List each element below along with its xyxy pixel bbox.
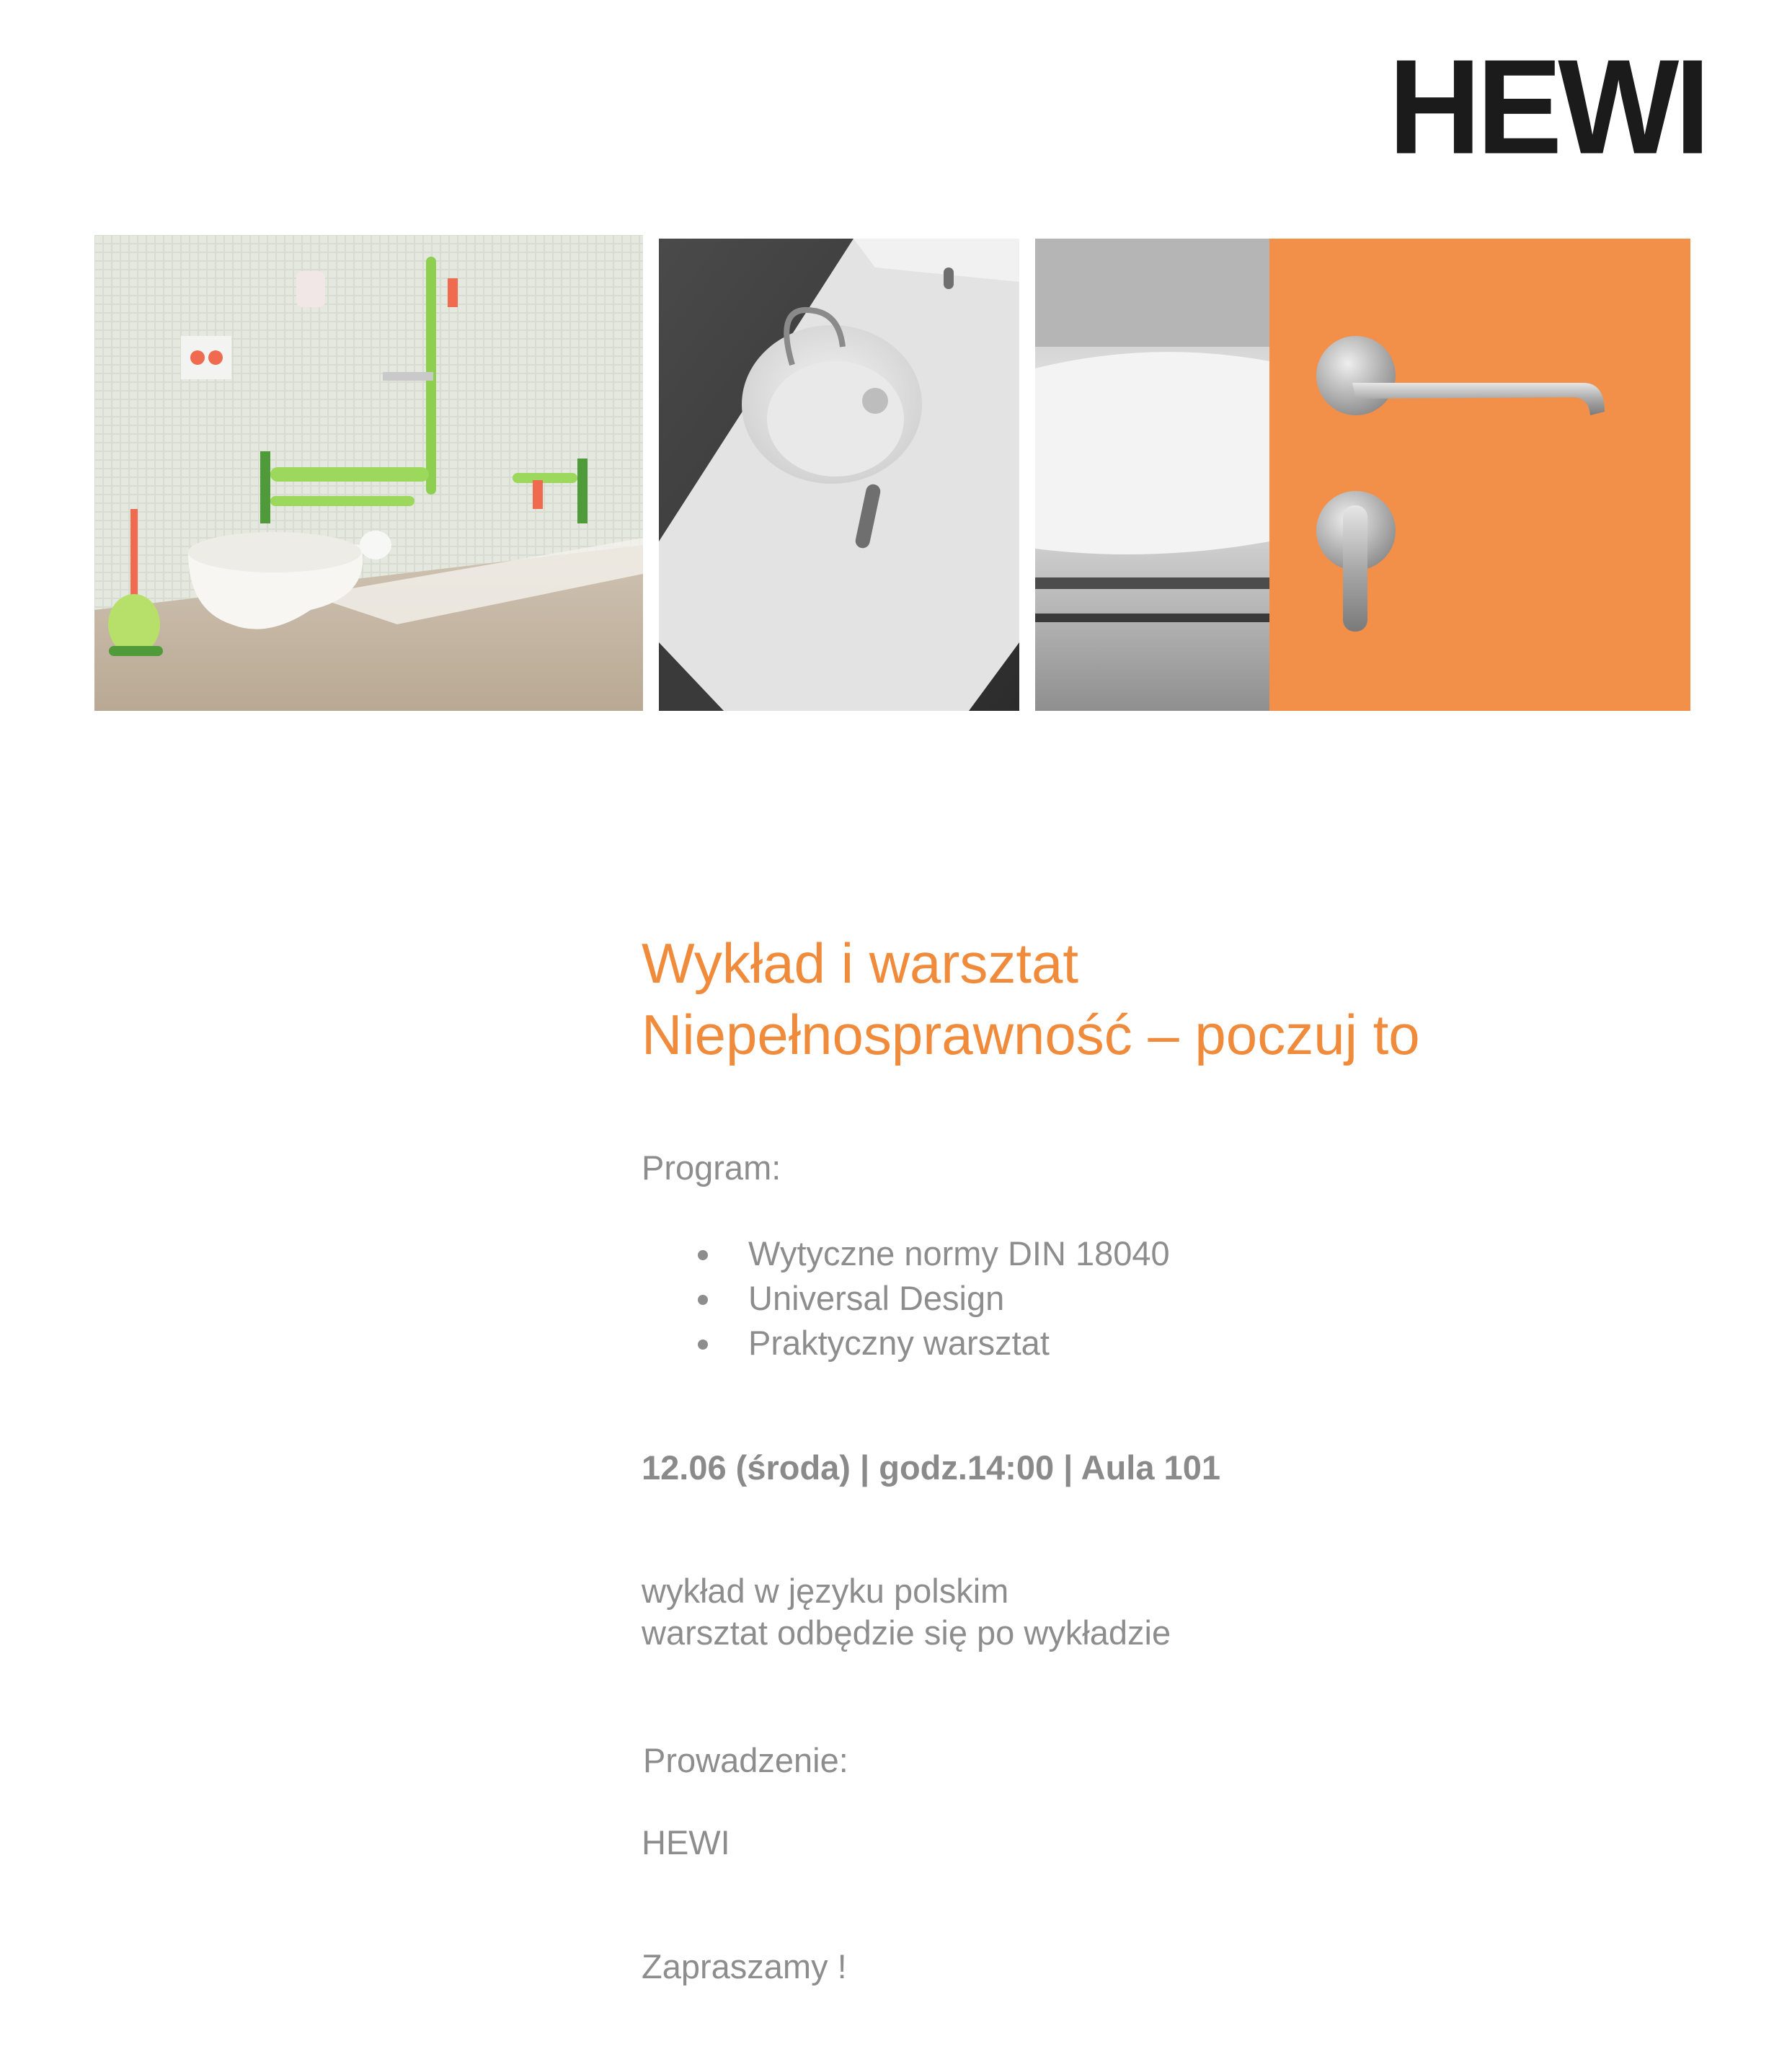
event-title-line-1: Wykład i warsztat	[642, 931, 1079, 995]
language-note: wykład w języku polskim	[642, 1572, 1009, 1610]
program-item-text: Universal Design	[748, 1279, 1005, 1317]
program-label: Program:	[642, 1148, 781, 1187]
program-item-text: Wytyczne normy DIN 18040	[748, 1234, 1170, 1272]
event-notes	[642, 1570, 1171, 1654]
bullet-icon	[698, 1340, 708, 1350]
program-item	[692, 1276, 1170, 1321]
door-handle-photo	[1035, 239, 1690, 711]
washbasin-photo	[659, 239, 1019, 711]
host-name: HEWI	[642, 1823, 730, 1861]
program-item-text: Praktyczny warsztat	[748, 1324, 1050, 1362]
bullet-icon	[698, 1250, 708, 1260]
bathroom-photo	[94, 235, 643, 711]
program-item	[692, 1231, 1170, 1276]
event-date-time-location: 12.06 (środa) | godz.14:00 | Aula 101	[642, 1448, 1220, 1487]
program-list	[692, 1231, 1170, 1365]
hewi-logo: HEWI	[1388, 31, 1706, 182]
program-item	[692, 1321, 1170, 1365]
host-label: Prowadzenie:	[643, 1741, 848, 1779]
bullet-icon	[698, 1295, 708, 1305]
invitation-text: Zapraszamy !	[642, 1947, 847, 1985]
event-title-line-2: Niepełnosprawność – poczuj to	[642, 1003, 1420, 1066]
event-title	[642, 928, 1420, 1071]
workshop-note: warsztat odbędzie się po wykładzie	[642, 1613, 1171, 1652]
